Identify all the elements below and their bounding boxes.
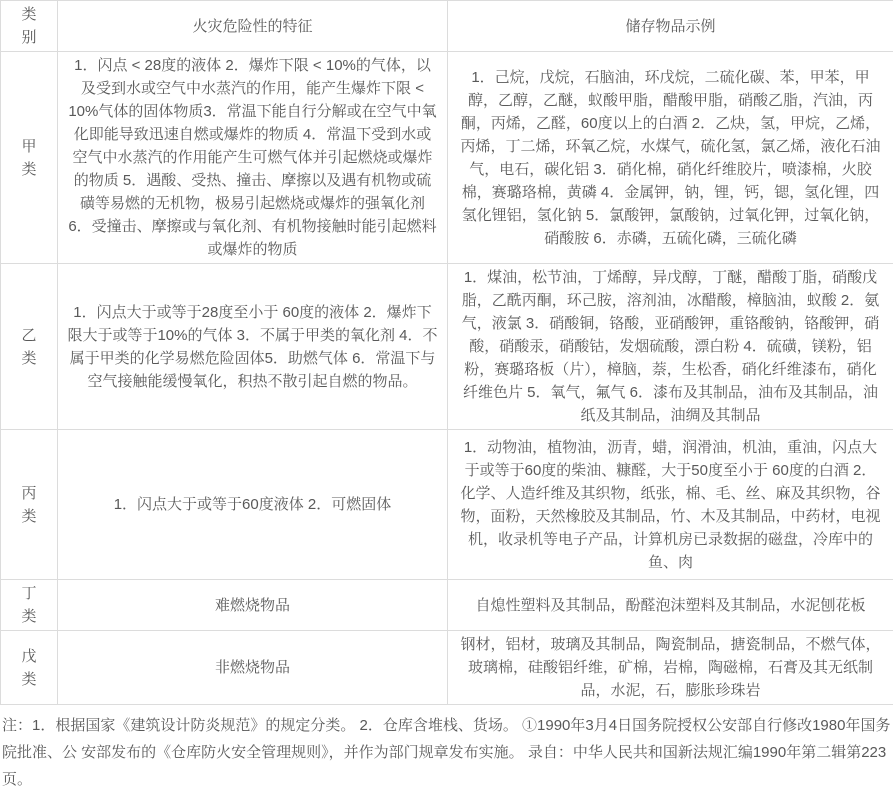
- table-row-bing: [1, 430, 893, 580]
- footnote: 注：1．根据国家《建筑设计防炎规范》的规定分类。 2．仓库含堆栈、货场。 ①1990年3月4日国务院授权公安部自行修改1980年国务院批准、公 安部发布的《仓库防火安全管理规则》，并作为部门规章发布实施。 录自：中华人民共和国新法规汇编1990年第二辑第223页。: [0, 705, 893, 797]
- features-cell-wu: 非燃烧物品: [58, 631, 448, 705]
- header-row: [1, 1, 893, 52]
- features-cell-yi: 1．闪点大于或等于28度至小于 60度的液体 2．爆炸下限大于或等于10%的气体 3．不属于甲类的氧化剂 4．不属于甲类的化学易燃危险固体5．助燃气体 6．常温下与空气接触能缓慢氧化，积热不散引起自燃的物品。: [58, 264, 448, 430]
- examples-cell-bing: 1．动物油，植物油，沥青，蜡，润滑油，机油，重油，闪点大于或等于60度的柴油、糠醛，大于50度至小于 60度的白酒 2．化学、人造纤维及其织物，纸张，棉、毛、丝、麻及其织物，谷物，面粉，天然橡胶及其制品，竹、木及其制品，中药材，电视机，收录机等电子产品，计算机房已录数据的磁盘，冷库中的鱼、肉: [448, 430, 893, 580]
- examples-cell-jia: 1．己烷，戊烷，石脑油，环戊烷，二硫化碳、苯，甲苯，甲醇，乙醇，乙醚，蚁酸甲脂，醋酸甲脂，硝酸乙脂，汽油，丙酮，丙烯，乙醛，60度以上的白酒 2．乙炔，氢，甲烷，乙烯，丙烯，丁二烯，环氧乙烷，水煤气，硫化氢，氯乙烯，液化石油气，电石，碳化铝 3．硝化棉，硝化纤维胶片，喷漆棉，火胶棉，赛璐珞棉，黄磷 4．金属钾，钠，锂，钙，锶，氢化锂，四氢化锂铝，氢化钠 5．氯酸钾，氯酸钠，过氧化钾，过氧化钠，硝酸胺 6．赤磷，五硫化磷，三硫化磷: [448, 52, 893, 264]
- header-examples: 储存物品示例: [448, 1, 893, 52]
- header-features: 火灾危险性的特征: [58, 1, 448, 52]
- table-row-yi: [1, 264, 893, 430]
- category-cell-ding: 丁类: [1, 580, 58, 631]
- category-cell-yi: 乙类: [1, 264, 58, 430]
- table-row-wu: [1, 631, 893, 705]
- table-row-jia: [1, 52, 893, 264]
- examples-cell-yi: 1．煤油，松节油，丁烯醇，异戊醇，丁醚，醋酸丁脂，硝酸戊脂，乙酰丙酮，环己胺，溶剂油，冰醋酸，樟脑油，蚁酸 2．氨气，液氯 3．硝酸铜，铬酸，亚硝酸钾，重铬酸钠，铬酸钾，硝酸，硝酸汞，硝酸钴，发烟硫酸，漂白粉 4．硫磺，镁粉，铝粉，赛璐珞板（片），樟脑，萘，生松香，硝化纤维漆布，硝化纤维色片 5．氧气，氟气 6．漆布及其制品，油布及其制品，油纸及其制品，油绸及其制品: [448, 264, 893, 430]
- category-cell-wu: 戊类: [1, 631, 58, 705]
- examples-cell-ding: 自熄性塑料及其制品，酚醛泡沫塑料及其制品，水泥刨花板: [448, 580, 893, 631]
- category-cell-bing: 丙类: [1, 430, 58, 580]
- features-cell-ding: 难燃烧物品: [58, 580, 448, 631]
- table-row-ding: [1, 580, 893, 631]
- features-cell-bing: 1．闪点大于或等于60度液体 2．可燃固体: [58, 430, 448, 580]
- category-cell-jia: 甲类: [1, 52, 58, 264]
- header-category: 类别: [1, 1, 58, 52]
- features-cell-jia: 1．闪点 < 28度的液体 2．爆炸下限 < 10%的气体，以及受到水或空气中水蒸汽的作用，能产生爆炸下限 < 10%气体的固体物质3．常温下能自行分解或在空气中氧化即能导致迅速自燃或爆炸的物质 4．常温下受到水或空气中水蒸汽的作用能产生可燃气体并引起燃烧或爆炸的物质 5．遇酸、受热、撞击、摩擦以及遇有机物或硫磺等易燃的无机物，极易引起燃烧或爆炸的强氧化剂 6．受撞击、摩擦或与氧化剂、有机物接触时能引起燃料或爆炸的物质: [58, 52, 448, 264]
- examples-cell-wu: 钢材，铝材，玻璃及其制品，陶瓷制品，搪瓷制品，不燃气体，玻璃棉，硅酸铝纤维，矿棉，岩棉，陶磁棉，石膏及其无纸制品，水泥，石，膨胀珍珠岩: [448, 631, 893, 705]
